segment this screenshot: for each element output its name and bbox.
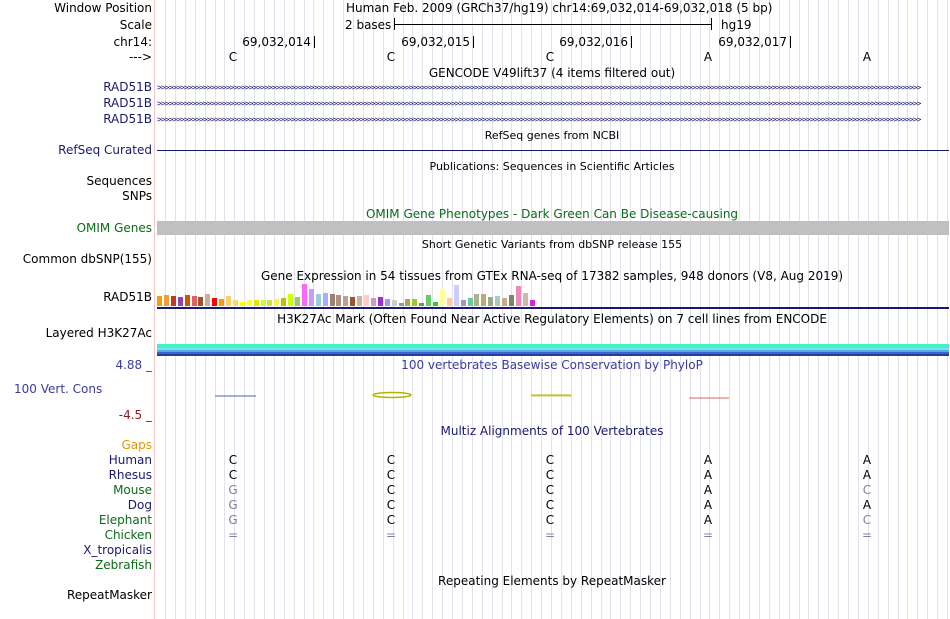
gtex-tissue-bar[interactable] (171, 296, 176, 306)
grid-line (907, 0, 908, 619)
gencode-item-label[interactable]: RAD51B (103, 96, 152, 110)
gtex-tissue-bar[interactable] (461, 300, 466, 306)
grid-line (828, 0, 829, 619)
gtex-tissue-bar[interactable] (530, 300, 535, 306)
grid-line (858, 0, 859, 619)
publications-snps-label[interactable]: SNPs (122, 189, 152, 203)
grid-line (333, 0, 334, 619)
gtex-tissue-bar[interactable] (178, 297, 183, 306)
gtex-tissue-bar[interactable] (412, 299, 417, 306)
multiz-aligned-base: C (545, 468, 555, 482)
gtex-tissue-bar[interactable] (516, 286, 521, 306)
gtex-tissue-bar[interactable] (254, 300, 259, 306)
grid-line (650, 0, 651, 619)
ruler-coordinate-label: 69,032,017 (718, 35, 787, 49)
gtex-tissue-bar[interactable] (281, 298, 286, 306)
omim-gene-bar[interactable] (157, 221, 949, 235)
grid-line (205, 0, 206, 619)
ruler-coordinate-label: 69,032,016 (559, 35, 628, 49)
gtex-tissue-bar[interactable] (481, 294, 486, 306)
gtex-tissue-bar[interactable] (247, 300, 252, 306)
gtex-tissue-bar[interactable] (488, 297, 493, 306)
gtex-tissue-bar[interactable] (198, 297, 203, 306)
grid-line (254, 0, 255, 619)
grid-line (165, 0, 166, 619)
multiz-gaps-label[interactable]: Gaps (121, 438, 152, 452)
ruler-tick (790, 36, 791, 48)
window-position-label: Window Position (54, 1, 152, 15)
ruler-tick (473, 36, 474, 48)
gtex-tissue-bar[interactable] (205, 294, 210, 306)
multiz-aligned-base: A (703, 513, 713, 527)
omim-track-label[interactable]: OMIM Genes (76, 221, 152, 235)
multiz-aligned-base: C (386, 483, 396, 497)
gtex-tissue-bar[interactable] (371, 298, 376, 306)
multiz-aligned-base: C (545, 498, 555, 512)
grid-line (818, 0, 819, 619)
gtex-tissue-bar[interactable] (212, 298, 217, 306)
multiz-species-label[interactable]: Mouse (113, 483, 152, 497)
gtex-tissue-bar[interactable] (440, 289, 445, 306)
scale-bar-left-cap (394, 18, 395, 30)
gtex-gene-label[interactable]: RAD51B (103, 290, 152, 304)
refseq-track-title[interactable]: RefSeq genes from NCBI (484, 129, 620, 142)
multiz-aligned-base: A (703, 498, 713, 512)
phylop-track-label[interactable]: 100 Vert. Cons (14, 382, 103, 396)
gtex-tissue-bar[interactable] (295, 297, 300, 306)
grid-line (670, 0, 671, 619)
grid-line (927, 0, 928, 619)
grid-line (482, 0, 483, 619)
window-position-text[interactable]: Human Feb. 2009 (GRCh37/hg19) chr14:69,032,014-69,032,018 (5 bp) (346, 1, 773, 15)
chromosome-label: chr14: (113, 35, 152, 49)
grid-line (294, 0, 295, 619)
grid-line (808, 0, 809, 619)
gtex-tissue-bar[interactable] (157, 296, 162, 306)
ruler-base: C (228, 50, 238, 64)
gtex-track-title[interactable]: Gene Expression in 54 tissues from GTEx RNA-seq of 17382 samples, 948 donors (V8, Aug 2019) (260, 269, 844, 283)
gencode-track-title[interactable]: GENCODE V49lift37 (4 items filtered out) (428, 66, 676, 80)
strand-label: ---> (128, 50, 152, 64)
grid-line (700, 0, 701, 619)
multiz-species-label[interactable]: Human (108, 453, 152, 467)
multiz-species-label[interactable]: Rhesus (108, 468, 152, 482)
gtex-tissue-bar[interactable] (502, 298, 507, 306)
grid-line (323, 0, 324, 619)
phylop-min-label: -4.5 _ (118, 408, 152, 422)
multiz-aligned-base: = (861, 528, 873, 542)
grid-line (224, 0, 225, 619)
assembly-label: hg19 (721, 18, 752, 32)
gtex-tissue-bar[interactable] (495, 296, 500, 306)
grid-line (620, 0, 621, 619)
refseq-track-label[interactable]: RefSeq Curated (58, 143, 152, 157)
gtex-tissue-bar[interactable] (330, 294, 335, 306)
grid-line (591, 0, 592, 619)
grid-line (739, 0, 740, 619)
gtex-tissue-bar[interactable] (288, 294, 293, 306)
grid-line (284, 0, 285, 619)
gtex-tissue-bar[interactable] (357, 296, 362, 306)
grid-line (779, 0, 780, 619)
grid-line (719, 0, 720, 619)
multiz-aligned-base: A (862, 453, 872, 467)
multiz-species-label[interactable]: X_tropicalis (83, 543, 152, 557)
repeatmasker-track-title[interactable]: Repeating Elements by RepeatMasker (438, 574, 666, 588)
gtex-tissue-bar[interactable] (474, 294, 479, 306)
grid-line (185, 0, 186, 619)
scale-text: 2 bases (345, 18, 392, 32)
grid-line (769, 0, 770, 619)
gtex-tissue-bar[interactable] (454, 285, 459, 306)
multiz-aligned-base: A (703, 483, 713, 497)
grid-line (630, 0, 631, 619)
multiz-aligned-base: C (228, 468, 238, 482)
grid-line (729, 0, 730, 619)
grid-line (363, 0, 364, 619)
omim-track-title[interactable]: OMIM Gene Phenotypes - Dark Green Can Be Disease-causing (365, 207, 739, 221)
gtex-tissue-bar[interactable] (405, 299, 410, 306)
gtex-tissue-bar[interactable] (509, 295, 514, 306)
grid-line (511, 0, 512, 619)
grid-line (898, 0, 899, 619)
gtex-tissue-bar[interactable] (261, 300, 266, 306)
gtex-tissue-bar[interactable] (267, 300, 272, 306)
gtex-gene-line[interactable] (157, 307, 949, 309)
grid-line (759, 0, 760, 619)
grid-line (472, 0, 473, 619)
grid-line (838, 0, 839, 619)
gencode-item-label[interactable]: RAD51B (103, 112, 152, 126)
gtex-tissue-bar[interactable] (426, 295, 431, 306)
multiz-species-label[interactable]: Elephant (98, 513, 152, 527)
multiz-aligned-base: C (386, 513, 396, 527)
grid-line (581, 0, 582, 619)
grid-line (412, 0, 413, 619)
phylop-track-title[interactable]: 100 vertebrates Basewise Conservation by PhyloP (401, 358, 703, 372)
scale-bar-right-cap (711, 18, 712, 30)
gtex-tissue-bar[interactable] (164, 295, 169, 306)
gencode-transcript[interactable]: >>>>>>>>>>>>>>>>>>>>>>>>>>>>>>>>>>>>>>>>>>>>>>>>>>>>>>>>>>>>>>>>>>>>>>>>>>>>>>>>>>>>>>>>>>>>>>>>>>>>>>>>>>>>>>>>>>>>>>>>>>>>>>>>>>>>>>>>>>>>>>>>>>>>>>>>>>>>>>>>>>>>>>>>>>>>>>>>>>>>>>>>>>>>>>>>>>>>>>>> (157, 115, 921, 124)
grid-line (313, 0, 314, 619)
grid-line (878, 0, 879, 619)
multiz-aligned-base: C (386, 468, 396, 482)
grid-line (383, 0, 384, 619)
gtex-tissue-bar[interactable] (343, 296, 348, 306)
dbsnp-track-label[interactable]: Common dbSNP(155) (22, 252, 152, 266)
grid-line (274, 0, 275, 619)
gtex-tissue-bar[interactable] (336, 295, 341, 306)
grid-line (422, 0, 423, 619)
gtex-tissue-bar[interactable] (378, 297, 383, 306)
gtex-tissue-bar[interactable] (399, 303, 404, 306)
grid-line (660, 0, 661, 619)
grid-line (215, 0, 216, 619)
gtex-tissue-bar[interactable] (392, 300, 397, 306)
grid-line (264, 0, 265, 619)
gtex-tissue-bar[interactable] (309, 289, 314, 306)
grid-line (680, 0, 681, 619)
grid-line (601, 0, 602, 619)
multiz-aligned-base: G (228, 483, 238, 497)
gtex-tissue-bar[interactable] (274, 299, 279, 306)
grid-line (452, 0, 453, 619)
gtex-tissue-bar[interactable] (185, 295, 190, 306)
grid-line (848, 0, 849, 619)
multiz-aligned-base: A (703, 468, 713, 482)
grid-line (403, 0, 404, 619)
gtex-tissue-bar[interactable] (192, 296, 197, 306)
gtex-tissue-bar[interactable] (226, 296, 231, 306)
multiz-aligned-base: A (862, 468, 872, 482)
multiz-aligned-base: = (544, 528, 556, 542)
h3k27ac-signal[interactable] (157, 344, 949, 356)
grid-line (353, 0, 354, 619)
grid-line (343, 0, 344, 619)
gencode-transcript[interactable]: >>>>>>>>>>>>>>>>>>>>>>>>>>>>>>>>>>>>>>>>>>>>>>>>>>>>>>>>>>>>>>>>>>>>>>>>>>>>>>>>>>>>>>>>>>>>>>>>>>>>>>>>>>>>>>>>>>>>>>>>>>>>>>>>>>>>>>>>>>>>>>>>>>>>>>>>>>>>>>>>>>>>>>>>>>>>>>>>>>>>>>>>>>>>>>>>>>>>>>>> (157, 99, 921, 108)
grid-line (502, 0, 503, 619)
gtex-tissue-bar[interactable] (302, 284, 307, 306)
multiz-aligned-base: = (702, 528, 714, 542)
grid-line (561, 0, 562, 619)
ruler-coordinate-label: 69,032,014 (242, 35, 311, 49)
multiz-aligned-base: C (545, 453, 555, 467)
ruler-base: A (703, 50, 713, 64)
grid-line (789, 0, 790, 619)
grid-line (492, 0, 493, 619)
multiz-aligned-base: C (862, 483, 872, 497)
ruler-tick (631, 36, 632, 48)
gtex-tissue-bar[interactable] (523, 293, 528, 306)
gtex-tissue-bar[interactable] (219, 299, 224, 306)
multiz-aligned-base: G (228, 513, 238, 527)
grid-line (937, 0, 938, 619)
grid-line (888, 0, 889, 619)
publications-track-title[interactable]: Publications: Sequences in Scientific Articles (429, 160, 675, 173)
gtex-tissue-bar[interactable] (240, 302, 245, 306)
publications-sequences-label[interactable]: Sequences (86, 174, 152, 188)
multiz-aligned-base: A (703, 453, 713, 467)
multiz-aligned-base: = (227, 528, 239, 542)
grid-line (640, 0, 641, 619)
h3k27ac-layer (157, 354, 949, 356)
multiz-aligned-base: A (862, 498, 872, 512)
grid-line (462, 0, 463, 619)
gtex-tissue-bar[interactable] (316, 294, 321, 306)
grid-line (244, 0, 245, 619)
multiz-aligned-base: C (545, 483, 555, 497)
multiz-species-label[interactable]: Zebrafish (95, 558, 152, 572)
gencode-item-label[interactable]: RAD51B (103, 80, 152, 94)
multiz-aligned-base: = (385, 528, 397, 542)
ruler-coordinate-label: 69,032,015 (401, 35, 470, 49)
gtex-tissue-bar[interactable] (350, 297, 355, 306)
grid-line (521, 0, 522, 619)
multiz-aligned-base: C (386, 498, 396, 512)
multiz-track-title[interactable]: Multiz Alignments of 100 Vertebrates (440, 424, 664, 438)
ruler-base: A (862, 50, 872, 64)
gtex-tissue-bar[interactable] (447, 298, 452, 306)
grid-line (690, 0, 691, 619)
gtex-tissue-bar[interactable] (419, 303, 424, 306)
gtex-tissue-bar[interactable] (364, 295, 369, 306)
grid-line (917, 0, 918, 619)
ruler-tick (314, 36, 315, 48)
grid-line (373, 0, 374, 619)
gtex-tissue-bar[interactable] (468, 298, 473, 306)
repeatmasker-track-label[interactable]: RepeatMasker (66, 588, 152, 602)
gtex-tissue-bar[interactable] (323, 293, 328, 306)
gtex-tissue-bar[interactable] (433, 302, 438, 306)
multiz-species-label[interactable]: Chicken (104, 528, 152, 542)
ruler-base: C (545, 50, 555, 64)
h3k27ac-track-title[interactable]: H3K27Ac Mark (Often Found Near Active Regulatory Elements) on 7 cell lines from ENCODE (277, 312, 827, 326)
grid-line (195, 0, 196, 619)
multiz-aligned-base: C (228, 453, 238, 467)
grid-line (432, 0, 433, 619)
gtex-tissue-bar[interactable] (233, 300, 238, 306)
grid-line (749, 0, 750, 619)
grid-line (610, 0, 611, 619)
phylop-segment (373, 393, 411, 398)
label-separator (154, 0, 155, 619)
multiz-aligned-base: C (862, 513, 872, 527)
grid-line (442, 0, 443, 619)
multiz-aligned-base: C (386, 453, 396, 467)
phylop-conservation-plot[interactable] (157, 370, 949, 420)
ruler-base: C (386, 50, 396, 64)
grid-line (304, 0, 305, 619)
gencode-transcript[interactable]: >>>>>>>>>>>>>>>>>>>>>>>>>>>>>>>>>>>>>>>>>>>>>>>>>>>>>>>>>>>>>>>>>>>>>>>>>>>>>>>>>>>>>>>>>>>>>>>>>>>>>>>>>>>>>>>>>>>>>>>>>>>>>>>>>>>>>>>>>>>>>>>>>>>>>>>>>>>>>>>>>>>>>>>>>>>>>>>>>>>>>>>>>>>>>>>>>>>>>>>> (157, 83, 921, 92)
grid-line (947, 0, 948, 619)
grid-line (531, 0, 532, 619)
scale-bar (394, 24, 711, 25)
grid-line (175, 0, 176, 619)
phylop-max-label: 4.88 _ (115, 358, 152, 372)
dbsnp-track-title[interactable]: Short Genetic Variants from dbSNP release 155 (421, 238, 683, 251)
grid-line (541, 0, 542, 619)
multiz-aligned-base: G (228, 498, 238, 512)
grid-line (571, 0, 572, 619)
scale-label: Scale (119, 18, 152, 32)
gtex-expression-bars[interactable] (157, 284, 557, 306)
multiz-species-label[interactable]: Dog (127, 498, 152, 512)
grid-line (799, 0, 800, 619)
gtex-tissue-bar[interactable] (385, 299, 390, 306)
h3k27ac-track-label[interactable]: Layered H3K27Ac (45, 326, 152, 340)
refseq-gene-line[interactable] (157, 150, 949, 151)
multiz-aligned-base: C (545, 513, 555, 527)
